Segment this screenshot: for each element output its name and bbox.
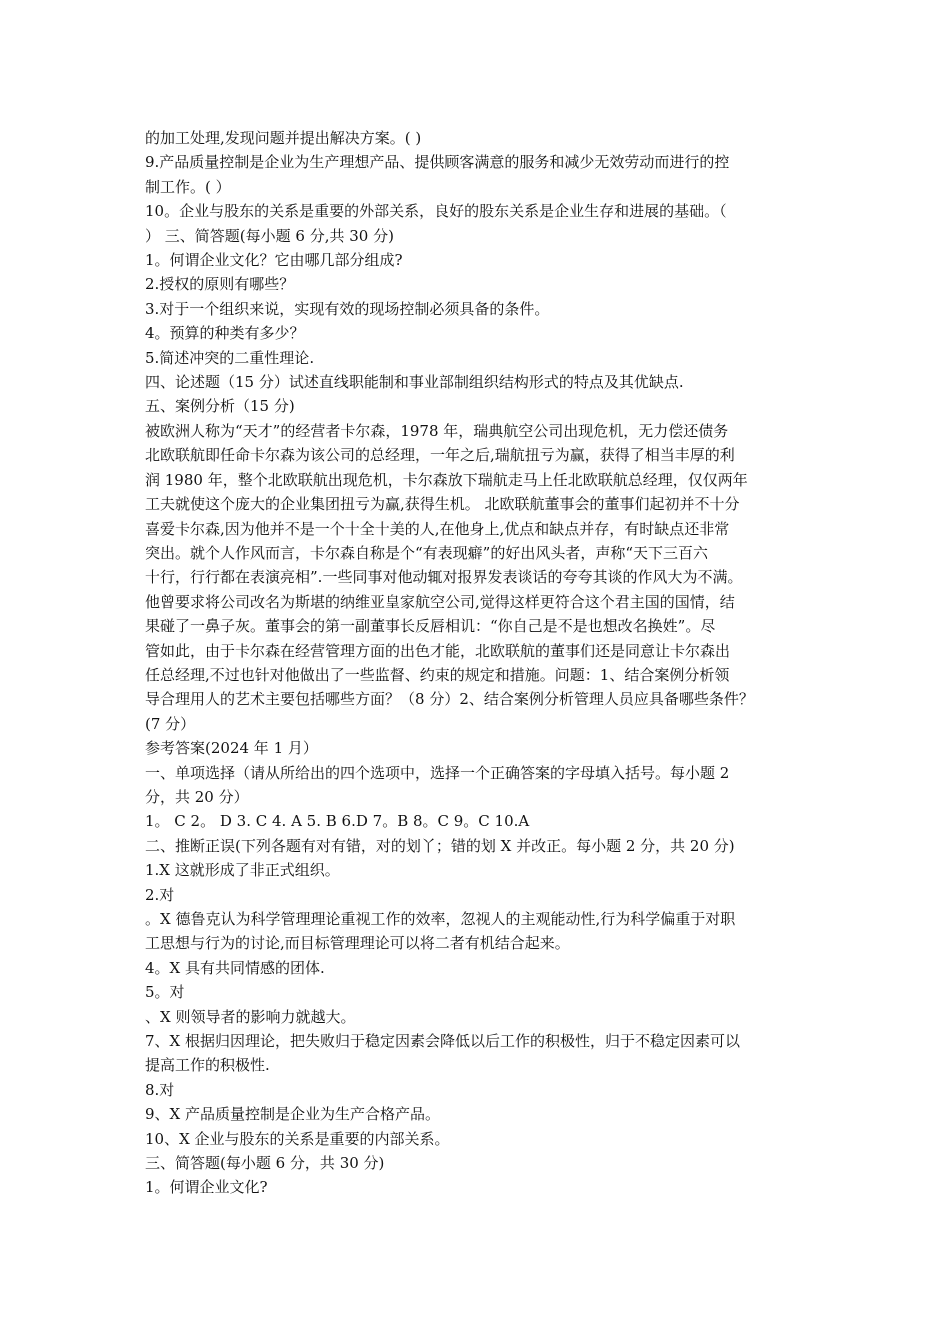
document-body bbox=[145, 126, 825, 1200]
text-line: 喜爱卡尔森,因为他并不是一个十全十美的人,在他身上,优点和缺点并存，有时缺点还非常 bbox=[145, 519, 730, 538]
text-line: 1.X 这就形成了非正式组织。 bbox=[145, 861, 340, 880]
text-line: 、X 则领导者的影响力就越大。 bbox=[145, 1007, 356, 1026]
text-line: 制工作。( ） bbox=[145, 177, 231, 196]
text-line: 8.对 bbox=[145, 1080, 175, 1099]
text-line: 9、X 产品质量控制是企业为生产合格产品。 bbox=[145, 1105, 440, 1124]
text-line: 被欧洲人称为“天才”的经营者卡尔森，1978 年，瑞典航空公司出现危机，无力偿还债务 bbox=[145, 421, 729, 440]
text-line: 5.简述冲突的二重性理论. bbox=[145, 348, 315, 367]
text-line: 7、X 根据归因理论，把失败归于稳定因素会降低以后工作的积极性，归于不稳定因素可以 bbox=[145, 1032, 740, 1051]
text-line: (7 分） bbox=[145, 714, 196, 733]
text-line: 突出。就个人作风而言，卡尔森自称是个“有表现癖”的好出风头者，声称“天下三百六 bbox=[145, 543, 709, 562]
text-line: 导合理用人的艺术主要包括哪些方面？（8 分）2、结合案例分析管理人员应具备哪些条件？ bbox=[145, 690, 754, 709]
text-line: 润 1980 年，整个北欧联航出现危机，卡尔森放下瑞航走马上任北欧联航总经理，仅仅两年 bbox=[145, 470, 748, 489]
text-line: 4。X 具有共同情感的团体. bbox=[145, 958, 325, 977]
text-line: 五、案例分析（15 分) bbox=[145, 397, 295, 416]
text-line: 1。何谓企业文化? bbox=[145, 1178, 268, 1197]
text-line: 工夫就使这个庞大的企业集团扭亏为赢,获得生机。 北欧联航董事会的董事们起初并不十分 bbox=[145, 495, 740, 514]
text-line: 10、X 企业与股东的关系是重要的内部关系。 bbox=[145, 1129, 450, 1148]
text-line: 2.授权的原则有哪些？ bbox=[145, 275, 295, 294]
text-line: 三、简答题(每小题 6 分，共 30 分) bbox=[145, 1154, 385, 1173]
text-line: 任总经理,不过也针对他做出了一些监督、约束的规定和措施。问题：1、结合案例分析领 bbox=[145, 665, 730, 684]
text-line: 四、论述题（15 分）试述直线职能制和事业部制组织结构形式的特点及其优缺点. bbox=[145, 373, 684, 392]
text-line: 5。对 bbox=[145, 983, 185, 1002]
text-line: 9.产品质量控制是企业为生产理想产品、提供顾客满意的服务和减少无效劳动而进行的控 bbox=[145, 153, 730, 172]
text-line: 的加工处理,发现问题并提出解决方案。( ) bbox=[145, 129, 422, 147]
text-line: 1。 C 2。 D 3. C 4. A 5. B 6.D 7。B 8。C 9。C 10.A bbox=[145, 812, 530, 831]
text-line: 参考答案(2024 年 1 月） bbox=[145, 739, 318, 758]
text-line: 一、单项选择（请从所给出的四个选项中，选择一个正确答案的字母填入括号。每小题 2 bbox=[145, 763, 730, 782]
text-line: 二、推断正误(下列各题有对有错，对的划丫；错的划 X 并改正。每小题 2 分，共 20 分) bbox=[145, 836, 735, 855]
text-line: 分，共 20 分） bbox=[145, 787, 249, 806]
text-line: 北欧联航即任命卡尔森为该公司的总经理，一年之后,瑞航扭亏为赢，获得了相当丰厚的利 bbox=[145, 446, 735, 465]
text-line: 管如此，由于卡尔森在经营管理方面的出色才能，北欧联航的董事们还是同意让卡尔森出 bbox=[145, 641, 731, 660]
text-line: 果碰了一鼻子灰。董事会的第一副董事长反唇相讥：“你自己是不是也想改名换姓”。尽 bbox=[145, 617, 716, 636]
text-line: 。X 德鲁克认为科学管理理论重视工作的效率，忽视人的主观能动性,行为科学偏重于对职 bbox=[145, 910, 736, 928]
text-line: 他曾要求将公司改名为斯堪的纳维亚皇家航空公司,觉得这样更符合这个君主国的国情，结 bbox=[145, 592, 735, 611]
text-line: 3.对于一个组织来说，实现有效的现场控制必须具备的条件。 bbox=[145, 299, 550, 318]
text-line: 提高工作的积极性. bbox=[145, 1056, 270, 1075]
text-line: 十行，行行都在表演亮相”.一些同事对他动辄对报界发表谈话的夸夸其谈的作风大为不满。 bbox=[145, 568, 743, 587]
text-line: 10。企业与股东的关系是重要的外部关系，良好的股东关系是企业生存和进展的基础。（ bbox=[145, 202, 727, 221]
text-line: 1。何谓企业文化？它由哪几部分组成? bbox=[145, 251, 403, 270]
text-line: 工思想与行为的讨论,而目标管理理论可以将二者有机结合起来。 bbox=[145, 934, 570, 953]
text-line: 2.对 bbox=[145, 885, 175, 904]
text-line: 4。预算的种类有多少？ bbox=[145, 324, 305, 343]
text-line: ） 三、简答题(每小题 6 分,共 30 分) bbox=[145, 226, 394, 245]
